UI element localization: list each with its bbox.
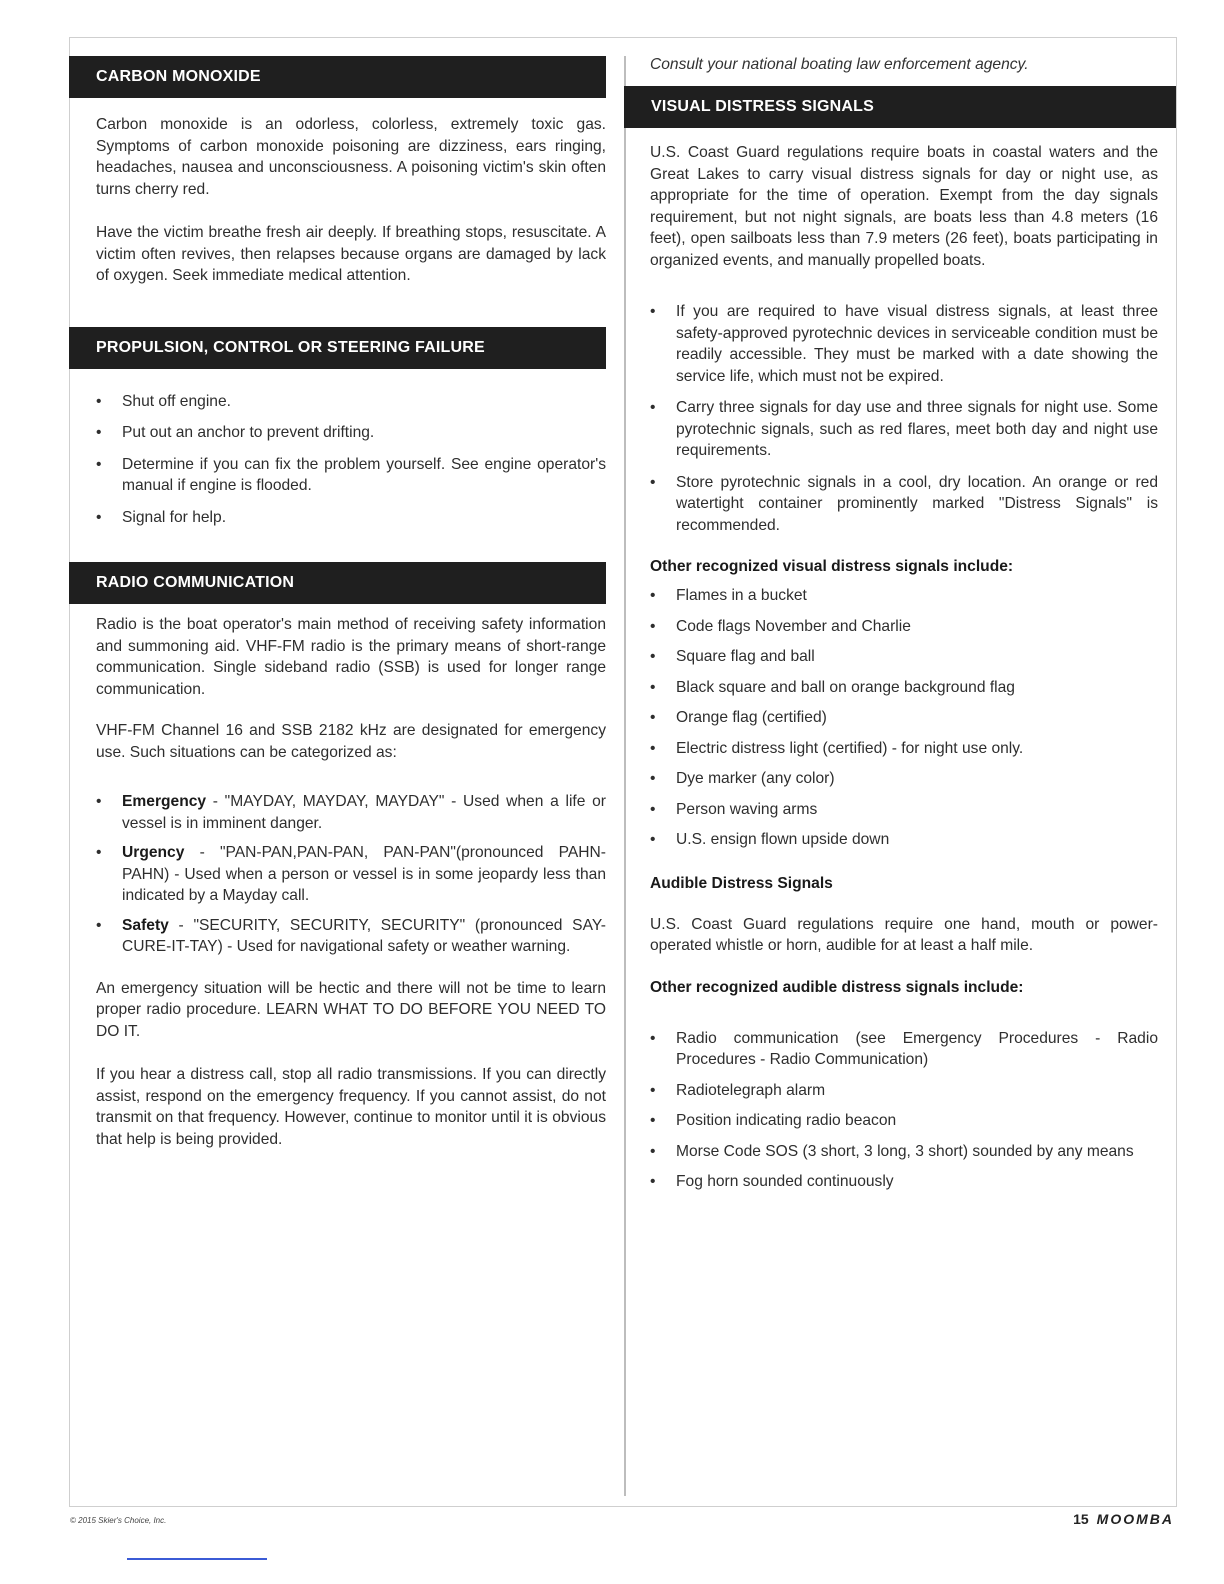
list-item: • Fog horn sounded continuously	[650, 1173, 894, 1190]
list-item: • Black square and ball on orange background flag	[650, 678, 1015, 696]
radio-calls-list	[96, 791, 606, 958]
list-item: • Emergency - "MAYDAY, MAYDAY, MAYDAY" - Used when a life or vessel is in imminent danger.	[96, 793, 606, 832]
visual-paragraph-1: U.S. Coast Guard regulations require boats in coastal waters and the Great Lakes to carry visual distress signals for day or night use, as appropriate for the time of operation. Exempt from the day signals requirement, but not night signals, are boats less than 4.8 meters (16 feet), open sailboats less than 7.9 meters (26 feet), boats participating in organized events, and manually propelled boats.	[650, 144, 1158, 269]
list-item: • Carry three signals for day use and three signals for night use. Some pyrotechnic signals, such as red flares, meet both day and night use requirements.	[650, 399, 1158, 459]
page-footer	[1073, 1511, 1174, 1527]
carbon-paragraph-1: Carbon monoxide is an odorless, colorless, extremely toxic gas. Symptoms of carbon monoxide poisoning are dizziness, ears ringing, headaches, nausea and unconsciousness. A poisoning victim's skin often turns cherry red.	[96, 116, 606, 198]
left-column	[69, 56, 606, 1150]
section-title-visual-distress: VISUAL DISTRESS SIGNALS	[624, 86, 1176, 128]
section-title-propulsion: PROPULSION, CONTROL OR STEERING FAILURE	[69, 327, 606, 369]
underline-link[interactable]	[127, 1558, 267, 1560]
list-item: • Position indicating radio beacon	[650, 1112, 897, 1129]
section-title-carbon-monoxide: CARBON MONOXIDE	[69, 56, 606, 98]
other-audible-signals-heading: Other recognized audible distress signals include:	[650, 978, 1024, 996]
radio-paragraph-2: VHF-FM Channel 16 and SSB 2182 kHz are designated for emergency use. Such situations can be categorized as:	[96, 722, 606, 761]
list-item: • Flames in a bucket	[650, 587, 807, 604]
brand-logo: MOOMBA	[1096, 1511, 1174, 1527]
radio-paragraph-1: Radio is the boat operator's main method of receiving safety information and summoning aid. VHF-FM radio is the primary means of short-range communication. Single sideband radio (SSB) is used for longer range communication.	[96, 616, 606, 698]
propulsion-list	[96, 391, 606, 529]
list-item: • U.S. ensign flown upside down	[650, 831, 890, 848]
other-audible-signals-list	[650, 1028, 1158, 1193]
list-item: • Electric distress light (certified) - for night use only.	[650, 739, 1024, 757]
list-item: • Dye marker (any color)	[650, 770, 835, 787]
list-item: • Determine if you can fix the problem yourself. See engine operator's manual if engine is flooded.	[96, 455, 606, 494]
list-item: • Urgency - "PAN-PAN,PAN-PAN, PAN-PAN"(pronounced PAHN-PAHN) - Used when a person or vessel is in some jeopardy less than indicated by a Mayday call.	[96, 844, 606, 904]
list-item: • Put out an anchor to prevent drifting.	[96, 424, 375, 441]
audible-signals-heading: Audible Distress Signals	[650, 874, 833, 892]
list-item: • Radiotelegraph alarm	[650, 1081, 826, 1099]
consult-note: Consult your national boating law enforcement agency.	[650, 56, 1029, 73]
radio-paragraph-4: If you hear a distress call, stop all radio transmissions. If you can directly assist, respond on the emergency frequency. If you cannot assist, do not transmit on that frequency. However, continue to monitor until it is obvious that help is being provided.	[96, 1066, 606, 1148]
copyright-text: © 2015 Skier's Choice, Inc.	[70, 1516, 167, 1525]
other-visual-signals-heading: Other recognized visual distress signals include:	[650, 558, 1014, 575]
carbon-paragraph-2: Have the victim breathe fresh air deeply. If breathing stops, resuscitate. A victim often revives, then relapses because organs are damaged by lack of oxygen. Seek immediate medical attention.	[96, 224, 606, 284]
list-item: • Shut off engine.	[96, 392, 231, 410]
radio-paragraph-3: An emergency situation will be hectic and there will not be time to learn proper radio procedure. LEARN WHAT TO DO BEFORE YOU NEED TO DO IT.	[96, 979, 606, 1040]
visual-requirements-list	[650, 301, 1158, 536]
right-column	[624, 56, 1176, 1193]
page-number: 15	[1073, 1511, 1089, 1527]
list-item: • Store pyrotechnic signals in a cool, dry location. An orange or red watertight container prominently marked "Distress Signals" is recommended.	[650, 473, 1158, 534]
section-title-radio: RADIO COMMUNICATION	[69, 562, 606, 604]
list-item: • Square flag and ball	[650, 648, 815, 665]
other-visual-signals-list	[650, 585, 1158, 851]
list-item: • Morse Code SOS (3 short, 3 long, 3 short) sounded by any means	[650, 1142, 1134, 1160]
audible-paragraph: U.S. Coast Guard regulations require one hand, mouth or power-operated whistle or horn, audible for at least a half mile.	[650, 915, 1158, 954]
list-item: • Signal for help.	[96, 508, 227, 526]
list-item: • Orange flag (certified)	[650, 709, 827, 726]
list-item: • Code flags November and Charlie	[650, 617, 911, 635]
list-item: • Safety - "SECURITY, SECURITY, SECURITY" (pronounced SAY-CURE-IT-TAY) - Used for navigational safety or weather warning.	[96, 916, 606, 955]
list-item: • Radio communication (see Emergency Procedures - Radio Procedures - Radio Communication)	[650, 1029, 1158, 1068]
list-item: • If you are required to have visual distress signals, at least three safety-approved pyrotechnic devices in serviceable condition must be readily accessible. They must be marked with a date showing the service life, which must not be expired.	[650, 303, 1158, 385]
list-item: • Person waving arms	[650, 800, 818, 818]
